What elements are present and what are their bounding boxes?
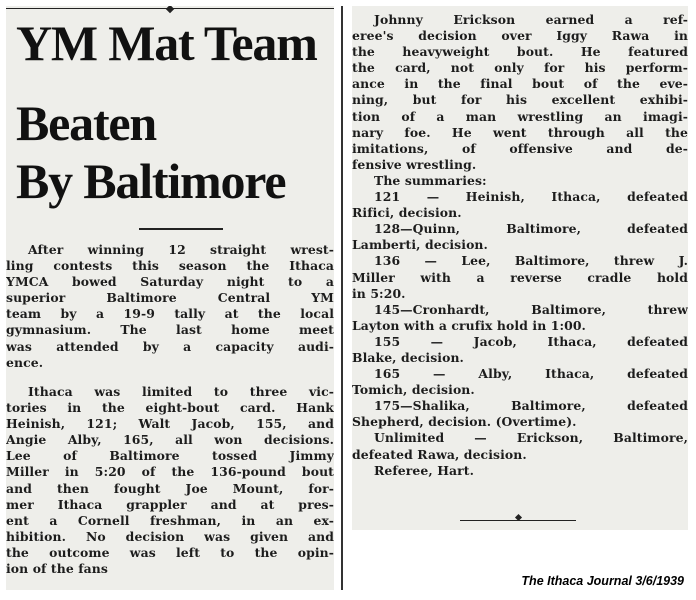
text-line: Heinish, 121; Walt Jacob, 155, and	[6, 416, 334, 432]
text-line: superior Baltimore Central YM	[6, 290, 334, 306]
headline-line-3: By Baltimore	[16, 153, 286, 209]
paragraph-bouts	[6, 384, 334, 577]
headline-line-1: YM Mat Team	[16, 15, 317, 71]
text-line: the heavyweight bout. He featured	[352, 44, 688, 60]
referee-line: Referee, Hart.	[374, 462, 475, 478]
text-line: Ithaca was limited to three vic-	[28, 384, 334, 399]
text-line: ling contests this season the Ithaca	[6, 258, 334, 274]
text-line: The summaries:	[374, 172, 487, 188]
source-caption: The Ithaca Journal 3/6/1939	[521, 574, 684, 588]
text-line: YMCA bowed Saturday night to a	[6, 274, 334, 290]
text-line: ent a Cornell freshman, in an ex-	[6, 512, 334, 528]
rule-ornament	[166, 6, 174, 13]
summary-line: 165 — Alby, Ithaca, defeated	[374, 366, 688, 382]
text-line: Lee of Baltimore tossed Jimmy	[6, 448, 334, 464]
headline-line-2: Beaten	[16, 95, 156, 151]
text-line: nary foe. He went through all the	[352, 124, 688, 140]
summary-line: Layton with a crufix hold in 1:00.	[352, 317, 586, 333]
summary-line: Unlimited — Erickson, Baltimore,	[374, 430, 688, 446]
summary-line: Tomich, decision.	[352, 382, 475, 398]
summary-line: 121 — Heinish, Ithaca, defeated	[374, 189, 688, 205]
paragraph-intro	[6, 242, 334, 371]
summary-line: Lamberti, decision.	[352, 237, 488, 253]
text-line: the outcome was left to the opin-	[6, 544, 334, 560]
text-line: tories in the eight-bout card. Hank	[6, 400, 334, 416]
text-line: After winning 12 straight wrest-	[28, 242, 334, 257]
text-line: ning, but for his excellent exhibi-	[352, 92, 688, 108]
text-line: mer Ithaca grappler and at pres-	[6, 496, 334, 512]
text-line: team by a 19-9 tally at the local	[6, 306, 334, 322]
summary-line: Blake, decision.	[352, 349, 464, 365]
text-line: gymnasium. The last home meet	[6, 322, 334, 338]
text-line: Miller in 5:20 of the 136-pound bout	[6, 464, 334, 480]
summary-line: 175—Shalika, Baltimore, defeated	[374, 398, 688, 414]
paragraph-summaries	[352, 12, 688, 479]
text-line: tion of a man wrestling an imagi-	[352, 108, 688, 124]
summary-line: defeated Rawa, decision.	[352, 446, 527, 462]
text-line: fensive wrestling.	[352, 156, 477, 172]
summary-line: Miller with a reverse cradle hold	[352, 269, 688, 285]
text-line: ance in the final bout of the eve-	[352, 76, 688, 92]
text-line: hibition. No decision was given and	[6, 528, 334, 544]
text-line: imitations, of offensive and de-	[352, 140, 688, 156]
left-article-column	[6, 6, 334, 590]
summary-line: 155 — Jacob, Ithaca, defeated	[374, 333, 688, 349]
summary-line: in 5:20.	[352, 285, 406, 301]
right-article-column	[352, 6, 688, 530]
text-line: ion of the fans	[6, 561, 108, 577]
text-line: eree's decision over Iggy Rawa in	[352, 28, 688, 44]
text-line: Johnny Erickson earned a ref-	[374, 12, 688, 27]
summary-line: 136 — Lee, Baltimore, threw J.	[374, 253, 688, 269]
text-line: Angie Alby, 165, all won decisions.	[6, 432, 334, 448]
text-line: and then fought Joe Mount, for-	[6, 480, 334, 496]
text-line: was attended by a capacity audi-	[6, 338, 334, 354]
summary-line: Shepherd, decision. (Overtime).	[352, 414, 577, 430]
summary-line: 145—Cronhardt, Baltimore, threw	[374, 301, 688, 317]
text-line: the card, not only for his perform-	[352, 60, 688, 76]
text-line: ence.	[6, 354, 44, 370]
summary-line: 128—Quinn, Baltimore, defeated	[374, 221, 688, 237]
column-divider	[341, 6, 343, 590]
summary-line: Rifici, decision.	[352, 205, 462, 221]
top-rule	[6, 8, 334, 9]
headline-divider	[139, 228, 223, 230]
